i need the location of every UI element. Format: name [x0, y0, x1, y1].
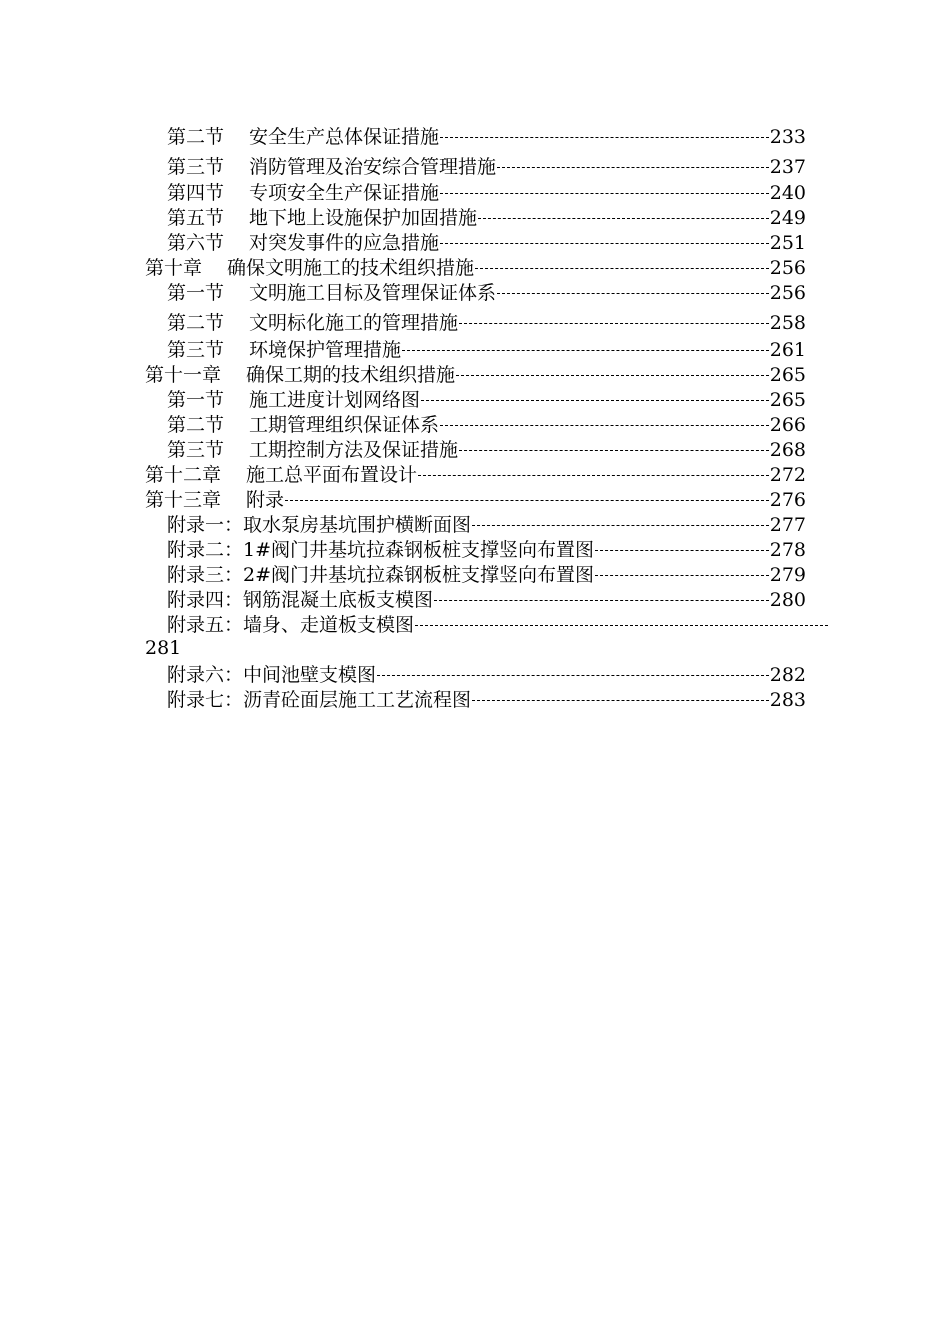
toc-entry-label: 第十一章 确保工期的技术组织措施 [145, 364, 456, 386]
toc-entry-page: 282 [769, 664, 806, 686]
toc-entry[interactable] [145, 486, 806, 512]
toc-entry-label: 附录三：2#阀门井基坑拉森钢板桩支撑竖向布置图 [167, 564, 595, 586]
toc-entry-label: 第二节 安全生产总体保证措施 [167, 126, 440, 148]
toc-entry-label: 附录一：取水泵房基坑围护横断面图 [167, 514, 472, 536]
toc-entry-page: 240 [769, 182, 806, 204]
toc-entry-label: 附录二：1#阀门井基坑拉森钢板桩支撑竖向布置图 [167, 539, 595, 561]
toc-entry[interactable] [167, 586, 806, 612]
toc-entry[interactable] [167, 336, 806, 362]
toc-entry-page: 277 [769, 514, 806, 536]
toc-entry-label: 附录五：墙身、走道板支模图 [167, 614, 415, 636]
toc-entry-page: 276 [769, 489, 806, 511]
toc-entry-page: 249 [769, 207, 806, 229]
toc-entry[interactable] [167, 511, 806, 537]
toc-entry-page: 233 [769, 126, 806, 148]
toc-dot-leader [440, 242, 769, 244]
toc-entry[interactable] [145, 361, 806, 387]
toc-entry-page: 265 [769, 389, 806, 411]
toc-entry[interactable] [167, 561, 806, 587]
toc-entry[interactable] [167, 153, 806, 179]
toc-dot-leader [478, 217, 769, 219]
toc-entry[interactable] [167, 436, 806, 462]
toc-entry[interactable] [167, 309, 806, 335]
toc-entry-page: 265 [769, 364, 806, 386]
toc-entry[interactable] [167, 123, 806, 149]
toc-entry-page: 261 [769, 339, 806, 361]
toc-dot-leader [421, 399, 769, 401]
toc-entry-page: 237 [769, 156, 806, 178]
toc-dot-leader [440, 136, 769, 138]
toc-entry-page: 256 [769, 282, 806, 304]
toc-entry-label: 第四节 专项安全生产保证措施 [167, 182, 440, 204]
toc-entry-page-wrapped: 281 [145, 637, 182, 659]
toc-entry[interactable] [167, 661, 806, 687]
toc-entry-label: 附录六：中间池壁支模图 [167, 664, 377, 686]
toc-entry[interactable] [145, 461, 806, 487]
toc-dot-leader [415, 624, 828, 626]
toc-entry[interactable] [167, 279, 806, 305]
toc-entry[interactable] [167, 411, 806, 437]
toc-entry[interactable] [167, 611, 828, 637]
toc-entry-label: 第十二章 施工总平面布置设计 [145, 464, 418, 486]
toc-entry-label: 第二节 文明标化施工的管理措施 [167, 312, 459, 334]
toc-dot-leader [595, 574, 769, 576]
toc-entry[interactable] [167, 204, 806, 230]
toc-entry-label: 第三节 工期控制方法及保证措施 [167, 439, 459, 461]
toc-entry[interactable] [167, 229, 806, 255]
toc-entry-page: 283 [769, 689, 806, 711]
toc-dot-leader [459, 322, 769, 324]
toc-entry-label: 第十三章 附录 [145, 489, 285, 511]
toc-entry[interactable] [167, 536, 806, 562]
toc-entry-page: 266 [769, 414, 806, 436]
toc-entry[interactable] [145, 254, 806, 280]
toc-entry-label: 第三节 环境保护管理措施 [167, 339, 402, 361]
toc-dot-leader [434, 599, 769, 601]
toc-entry-label: 第十章 确保文明施工的技术组织措施 [145, 257, 475, 279]
toc-entry-page: 268 [769, 439, 806, 461]
toc-entry-label: 第三节 消防管理及治安综合管理措施 [167, 156, 497, 178]
toc-dot-leader [402, 349, 769, 351]
toc-entry-label: 第二节 工期管理组织保证体系 [167, 414, 440, 436]
toc-dot-leader [285, 499, 769, 501]
toc-dot-leader [418, 474, 769, 476]
toc-dot-leader [595, 549, 769, 551]
toc-dot-leader [475, 267, 769, 269]
toc-entry-page: 278 [769, 539, 806, 561]
toc-entry-label: 附录七：沥青砼面层施工工艺流程图 [167, 689, 472, 711]
toc-dot-leader [440, 424, 769, 426]
toc-dot-leader [459, 449, 769, 451]
toc-entry[interactable] [167, 686, 806, 712]
toc-entry-label: 第五节 地下地上设施保护加固措施 [167, 207, 478, 229]
toc-entry[interactable] [167, 179, 806, 205]
toc-dot-leader [440, 192, 769, 194]
toc-entry[interactable] [167, 386, 806, 412]
toc-entry-page: 258 [769, 312, 806, 334]
toc-entry-page: 272 [769, 464, 806, 486]
toc-dot-leader [497, 166, 769, 168]
toc-dot-leader [456, 374, 769, 376]
toc-dot-leader [497, 292, 769, 294]
toc-dot-leader [377, 674, 769, 676]
toc-entry-page: 256 [769, 257, 806, 279]
toc-entry-label: 第一节 文明施工目标及管理保证体系 [167, 282, 497, 304]
toc-dot-leader [472, 524, 769, 526]
toc-dot-leader [472, 699, 769, 701]
toc-entry-page: 280 [769, 589, 806, 611]
toc-entry-label: 附录四：钢筋混凝土底板支模图 [167, 589, 434, 611]
toc-entry-label: 第六节 对突发事件的应急措施 [167, 232, 440, 254]
toc-entry-page: 279 [769, 564, 806, 586]
toc-entry-label: 第一节 施工进度计划网络图 [167, 389, 421, 411]
toc-entry-page: 251 [769, 232, 806, 254]
